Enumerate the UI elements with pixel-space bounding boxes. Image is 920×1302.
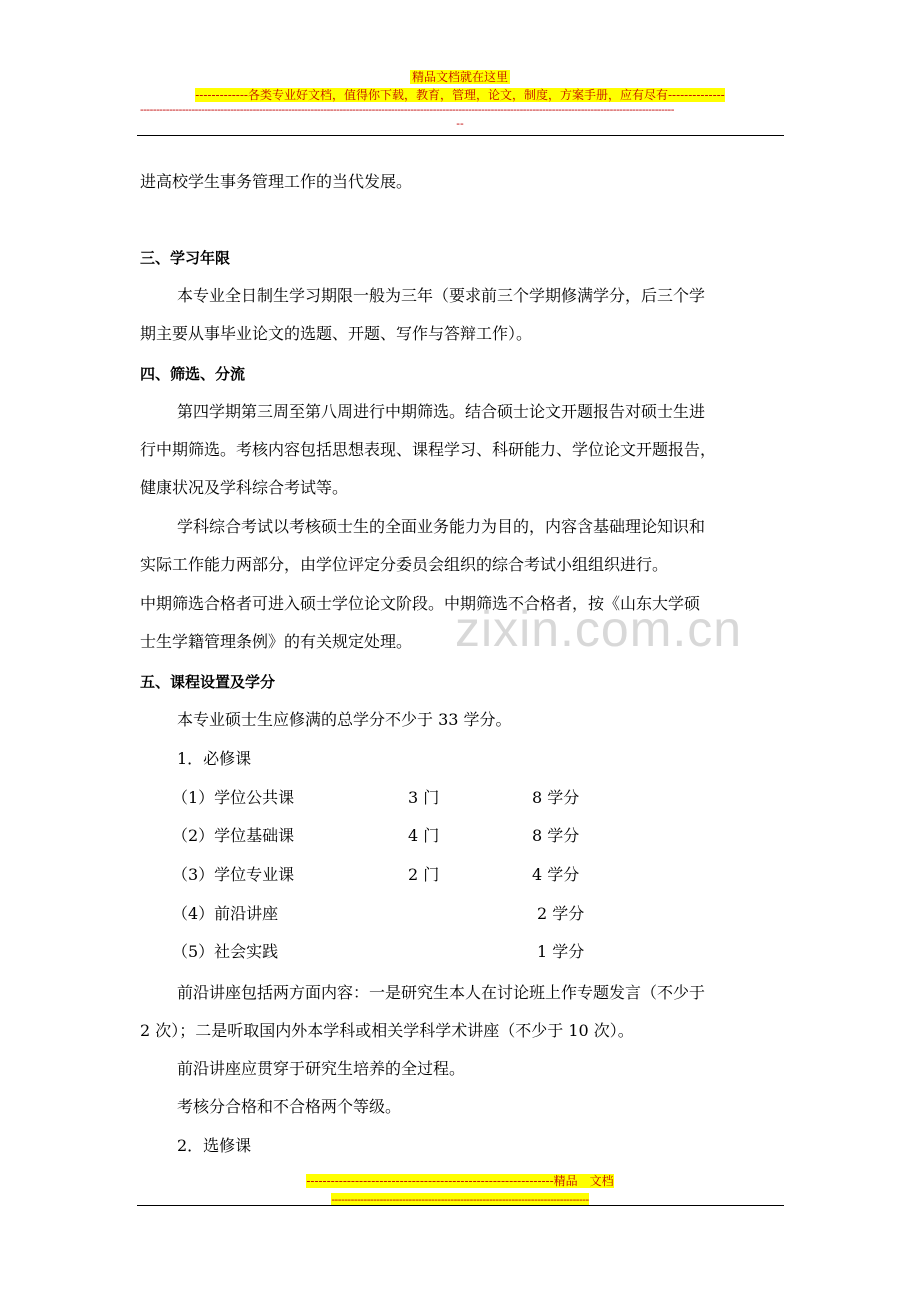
course-credits: 8 学分 [532,826,580,845]
elective-courses-heading: 2．选修课 [177,1136,252,1155]
course-name: （4）前沿讲座 [172,904,279,923]
watermark: zixin.com.cn [455,601,743,657]
section-5-p2-line-2: 2 次）；二是听取国内外本学科或相关学科学术讲座（不少于 10 次）。 [140,1021,634,1040]
course-name: （3）学位专业课 [172,865,295,884]
header-title: 精品文档就在这里 [411,70,508,84]
section-4-p1-line-3: 健康状况及学科综合考试等。 [140,478,349,497]
section-5-heading: 五、课程设置及学分 [140,673,276,691]
header-subtitle: -------------各类专业好文档，值得你下载，教育，管理，论文，制度，方案手册，应有尽有-------------- [195,88,725,102]
course-name: （1）学位公共课 [172,788,295,807]
section-4-heading: 四、筛选、分流 [140,365,246,383]
course-credits: 4 学分 [532,865,580,884]
footer-rule [137,1205,784,1206]
section-5-p3: 前沿讲座应贯穿于研究生培养的全过程。 [177,1059,466,1078]
required-courses-heading: 1．必修课 [177,749,252,768]
course-name: （2）学位基础课 [172,826,295,845]
section-4-p3-line-2: 士生学籍管理条例》的有关规定处理。 [140,632,413,651]
section-4-p1-line-1: 第四学期第三周至第八周进行中期筛选。结合硕士论文开题报告对硕士生进 [177,402,706,421]
section-4-p2-line-2: 实际工作能力两部分，由学位评定分委员会组织的综合考试小组组织进行。 [140,555,669,574]
course-name: （5）社会实践 [172,942,279,961]
header-dashes: ---------------------------------------------------------------------------------------------------------------------------------------------------------------------- [140,103,674,116]
section-4-p2-line-1: 学科综合考试以考核硕士生的全面业务能力为目的，内容含基础理论知识和 [177,517,706,536]
paragraph-intro: 进高校学生事务管理工作的当代发展。 [140,172,413,191]
footer-line-1: -------------------------------------------------------------精品 文档 [306,1174,614,1188]
section-4-p1-line-2: 行中期筛选。考核内容包括思想表现、课程学习、科研能力、学位论文开题报告， [140,440,717,459]
section-5-credits-total: 本专业硕士生应修满的总学分不少于 33 学分。 [177,710,512,729]
course-credits: 1 学分 [537,942,585,961]
course-count: 4 门 [408,826,440,845]
section-5-p4: 考核分合格和不合格两个等级。 [177,1097,402,1116]
course-count: 3 门 [408,788,440,807]
section-5-p2-line-1: 前沿讲座包括两方面内容：一是研究生本人在讨论班上作专题发言（不少于 [177,983,706,1002]
section-3-heading: 三、学习年限 [140,249,231,267]
course-count: 2 门 [408,865,440,884]
section-3-line-2: 期主要从事毕业论文的选题、开题、写作与答辩工作）。 [140,324,533,343]
section-4-p3-line-1: 中期筛选合格者可进入硕士学位论文阶段。中期筛选不合格者，按《山东大学硕 [140,594,701,613]
header-dashes-tail: -- [456,117,464,130]
section-3-line-1: 本专业全日制生学习期限一般为三年（要求前三个学期修满学分，后三个学 [177,286,706,305]
header-rule [137,135,784,136]
course-credits: 2 学分 [537,904,585,923]
course-credits: 8 学分 [532,788,580,807]
footer-line-2: -------------------------------------------------------------------------------- [331,1193,589,1206]
